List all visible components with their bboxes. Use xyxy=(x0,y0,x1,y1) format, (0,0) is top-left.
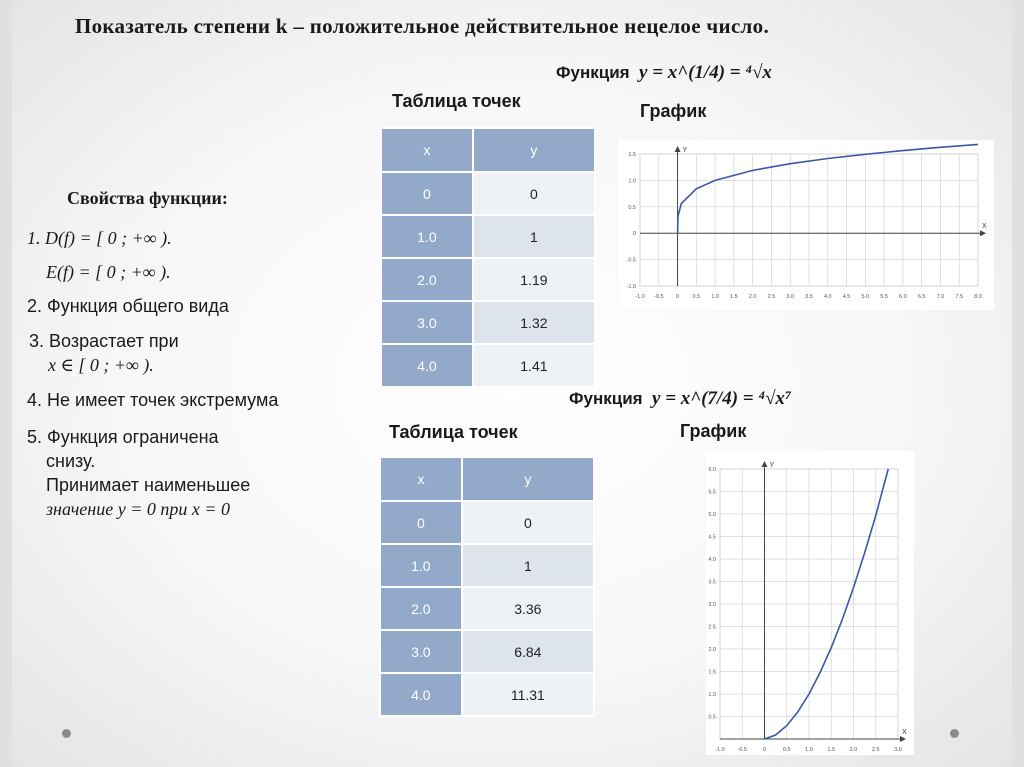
x-axis-label: X xyxy=(982,223,987,231)
x-tick-label: -1.0 xyxy=(635,294,645,300)
y-cell: 6.84 xyxy=(462,630,594,673)
x-tick-label: 1.0 xyxy=(711,294,719,300)
table-row xyxy=(380,587,594,630)
decorative-dot xyxy=(950,729,959,738)
property-range: E(f) = [ 0 ; +∞ ). xyxy=(46,262,171,282)
x-cell: 4.0 xyxy=(381,344,473,387)
y-tick-label: 2.5 xyxy=(708,624,716,631)
properties-heading: Свойства функции: xyxy=(67,188,228,208)
table-row xyxy=(381,258,595,301)
y-tick-label: 0.5 xyxy=(708,714,716,721)
x-cell: 3.0 xyxy=(380,630,462,673)
x-tick-label: 3.0 xyxy=(786,294,795,300)
y-header: y xyxy=(473,128,595,172)
y-tick-label: -0.5 xyxy=(626,257,636,264)
x-tick-label: 6.0 xyxy=(899,294,907,300)
y-header: y xyxy=(462,457,594,501)
y-tick-label: 1.0 xyxy=(628,178,636,185)
x-tick-label: 1.5 xyxy=(730,294,738,300)
y-cell: 1.41 xyxy=(473,344,595,387)
slide-title: Показатель степени k – положительное действительное нецелое число. xyxy=(75,14,769,38)
y-tick-label: 4.0 xyxy=(708,557,716,563)
x-tick-label: -0.5 xyxy=(654,294,664,300)
y-cell: 1.32 xyxy=(473,301,595,344)
y-tick-label: -1.0 xyxy=(626,284,636,290)
decorative-dot xyxy=(62,729,71,738)
x-cell: 0 xyxy=(380,501,462,544)
function1-graph-title: График xyxy=(640,101,707,121)
property-increasing-interval: x ∈ [ 0 ; +∞ ). xyxy=(48,355,154,375)
x-tick-label: 0 xyxy=(676,294,680,300)
table-row xyxy=(381,301,595,344)
y-tick-label: 4.5 xyxy=(708,534,716,541)
property-min-value-text: Принимает наименьшее xyxy=(46,475,251,495)
y-cell: 0 xyxy=(473,172,595,215)
y-cell: 0 xyxy=(462,501,594,544)
x-tick-label: 2.5 xyxy=(767,294,776,300)
table-header-row xyxy=(381,128,595,172)
x-tick-label: 1.0 xyxy=(805,747,813,753)
x-tick-label: 5.5 xyxy=(880,294,888,300)
table-header-row xyxy=(380,457,594,501)
y-tick-label: 5.0 xyxy=(708,512,716,518)
y-tick-label: 1.5 xyxy=(708,669,716,676)
x-axis-arrow xyxy=(980,230,986,236)
x-tick-label: -1.0 xyxy=(715,747,725,753)
function1-heading: Функция y = x^(1/4) = ⁴√x xyxy=(556,62,772,83)
x-tick-label: 7.0 xyxy=(936,294,945,300)
function2-graph xyxy=(706,451,914,755)
x-tick-label: 0.5 xyxy=(692,294,701,300)
y-tick-label: 5.5 xyxy=(708,489,716,496)
property-min-value: значение y = 0 при x = 0 xyxy=(46,499,230,519)
x-tick-label: 0.5 xyxy=(782,747,791,753)
property-bounded: 5. Функция ограничена xyxy=(27,427,219,447)
y-tick-label: 1.5 xyxy=(628,152,636,158)
x-tick-label: 8.0 xyxy=(974,294,982,300)
y-tick-label: 6.0 xyxy=(708,467,716,473)
function1-points-table xyxy=(380,127,596,388)
y-cell: 1.19 xyxy=(473,258,595,301)
x-axis-arrow xyxy=(900,736,906,742)
x-cell: 3.0 xyxy=(381,301,473,344)
table-row xyxy=(381,344,595,387)
function2-graph-title: График xyxy=(680,421,747,441)
y-tick-label: 0.5 xyxy=(628,204,636,211)
y-tick-label: 0 xyxy=(632,231,636,238)
y-cell: 11.31 xyxy=(462,673,594,716)
y-tick-label: 3.0 xyxy=(708,602,716,608)
function1-table-title: Таблица точек xyxy=(392,91,521,111)
x-cell: 1.0 xyxy=(381,215,473,258)
y-cell: 1 xyxy=(473,215,595,258)
x-tick-label: -0.5 xyxy=(737,747,747,753)
x-tick-label: 4.0 xyxy=(823,294,832,300)
x-tick-label: 2.5 xyxy=(871,747,880,753)
x-header: x xyxy=(380,457,462,501)
x-axis-label: X xyxy=(902,729,907,736)
x-cell: 0 xyxy=(381,172,473,215)
x-header: x xyxy=(381,128,473,172)
y-cell: 3.36 xyxy=(462,587,594,630)
y-axis-arrow xyxy=(762,461,768,467)
x-tick-label: 2.0 xyxy=(849,747,858,753)
function1-formula: y = x^(1/4) = ⁴√x xyxy=(639,62,772,83)
x-tick-label: 5.0 xyxy=(861,294,870,300)
function2-points-table xyxy=(379,456,595,717)
function2-table-title: Таблица точек xyxy=(389,422,518,442)
y-axis-label: Y xyxy=(682,147,688,154)
table-row xyxy=(381,215,595,258)
property-domain: 1. D(f) = [ 0 ; +∞ ). xyxy=(27,228,172,248)
x-tick-label: 3.5 xyxy=(805,294,813,300)
function1-graph xyxy=(618,140,994,310)
property-extremum: 4. Не имеет точек экстремума xyxy=(27,390,279,410)
function2-heading: Функция y = x^(7/4) = ⁴√x⁷ xyxy=(569,388,792,409)
x-tick-label: 7.5 xyxy=(955,294,964,300)
y-tick-label: 3.5 xyxy=(708,579,716,586)
table-row xyxy=(380,630,594,673)
table-row xyxy=(381,172,595,215)
x-cell: 4.0 xyxy=(380,673,462,716)
table-row xyxy=(380,544,594,587)
y-tick-label: 2.0 xyxy=(708,647,716,653)
property-increasing: 3. Возрастает при xyxy=(29,331,179,351)
y-axis-arrow xyxy=(675,146,681,152)
y-cell: 1 xyxy=(462,544,594,587)
y-axis-label: Y xyxy=(769,462,775,469)
function2-formula: y = x^(7/4) = ⁴√x⁷ xyxy=(652,388,792,409)
x-tick-label: 6.5 xyxy=(917,294,926,300)
property-bounded-below: снизу. xyxy=(46,451,96,471)
x-tick-label: 1.5 xyxy=(827,747,836,753)
x-tick-label: 4.5 xyxy=(842,294,851,300)
x-tick-label: 2.0 xyxy=(748,294,757,300)
table-row xyxy=(380,673,594,716)
x-cell: 2.0 xyxy=(380,587,462,630)
x-cell: 2.0 xyxy=(381,258,473,301)
x-tick-label: 0 xyxy=(762,747,767,753)
property-general: 2. Функция общего вида xyxy=(27,296,229,316)
x-cell: 1.0 xyxy=(380,544,462,587)
y-tick-label: 1.0 xyxy=(708,692,716,698)
x-tick-label: 3.0 xyxy=(894,747,902,753)
table-row xyxy=(380,501,594,544)
